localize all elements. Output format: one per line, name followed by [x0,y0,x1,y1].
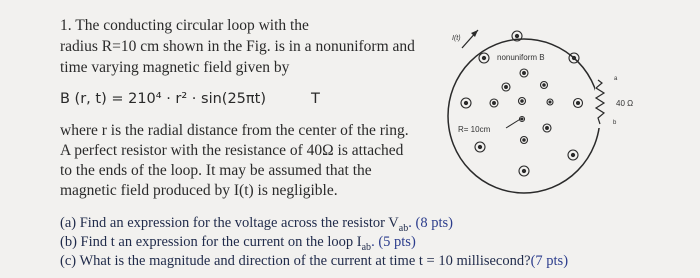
problem-line-7: magnetic field produced by I(t) is negligible. [60,182,338,199]
question-a-subscript: ab [398,222,409,234]
question-b-points: . (5 pts) [371,234,416,250]
field-dot [520,69,528,77]
field-dot [543,124,551,132]
question-c-text: (c) What is the magnitude and direction of the current at time t = 10 millisecond? [60,253,531,269]
field-unit: T [311,91,320,107]
field-dot [519,166,529,176]
field-equation: B (r, t) = 210⁴ · r² · sin(25πt) [60,91,266,107]
problem-line-1: 1. The conducting circular loop with the [60,17,309,34]
terminal-b: b [613,120,617,126]
field-dot [490,99,498,107]
problem-line-6: to the ends of the loop. It may be assumed that the [60,162,372,179]
field-dot [569,53,579,63]
problem-line-4: where r is the radial distance from the center of the ring. [60,122,409,139]
field-dot [547,99,553,105]
radius-label: R= 10cm [458,125,491,134]
question-b-subscript: ab [361,241,372,253]
problem-line-5: A perfect resistor with the resistance of 40Ω is attached [60,142,404,159]
question-c-points: (7 pts) [530,253,569,269]
field-dot [475,142,485,152]
field-dot [568,150,578,160]
field-dot [521,137,528,144]
question-a-text: (a) Find an expression for the voltage across the resistor V [60,215,399,231]
field-dot [541,82,548,89]
terminal-a: a [614,76,618,82]
current-label: I(t) [452,35,461,42]
resistor-label: 40 Ω [616,99,634,108]
field-dot [502,83,510,91]
field-dot [574,99,583,108]
question-b-text: (b) Find t an expression for the current on the loop I [60,234,362,250]
problem-line-2: radius R=10 cm shown in the Fig. is in a nonuniform and [60,38,415,55]
field-dot [519,98,526,105]
question-a-points: . (8 pts) [408,215,453,231]
field-label: nonuniform B [497,53,545,62]
field-dot [461,98,471,108]
field-dot [479,53,489,63]
problem-line-3: time varying magnetic field given by [60,59,290,76]
